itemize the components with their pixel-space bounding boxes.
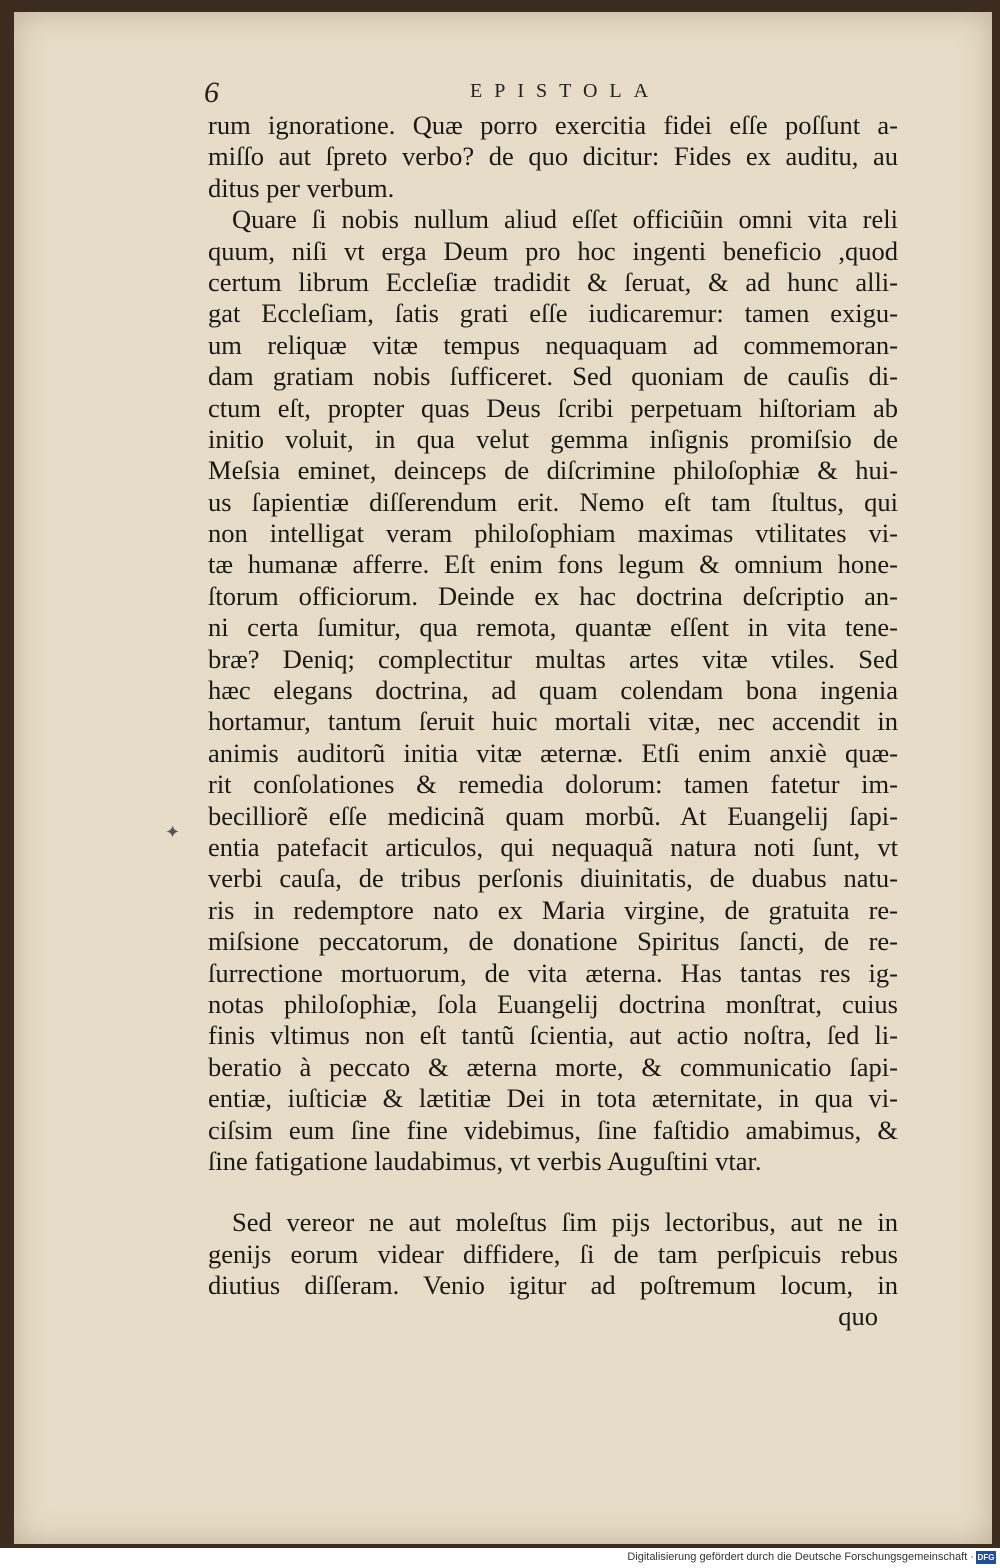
body-text — [208, 110, 898, 1333]
text-line: ditus per verbum. — [208, 172, 395, 203]
text-line: hortamur, tantum ſeruit huic mortali vitæ, nec accendit in — [208, 706, 898, 737]
catchword: quo — [838, 1301, 878, 1332]
text-line: miſsione peccatorum, de donatione Spiritus ſancti, de re- — [208, 926, 898, 957]
text-line: bræ? Deniq; complectitur multas artes vitæ vtiles. Sed — [208, 643, 898, 674]
text-line: entia patefacit articulos, qui nequaquã natura noti ſunt, vt — [208, 831, 898, 862]
text-line: initio voluit, in qua velut gemma inſignis promiſsio de — [208, 423, 898, 454]
text-line: beratio à peccato & æterna morte, & communicatio ſapi- — [208, 1051, 898, 1082]
footer-credit: Digitalisierung gefördert durch die Deutsche Forschungsgemeinschaft · — [627, 1551, 974, 1563]
paragraph-1 — [208, 110, 898, 204]
text-line: us ſapientiæ diſſerendum erit. Nemo eſt tam ſtultus, qui — [208, 486, 898, 517]
text-line: ciſsim eum ſine fine videbimus, ſine faſtidio amabimus, & — [208, 1114, 898, 1145]
text-line: non intelligat veram philoſophiam maximas vtilitates vi- — [208, 518, 898, 549]
text-line: tæ humanæ afferre. Eſt enim fons legum & omnium hone- — [208, 549, 898, 580]
text-line: entiæ, iuſticiæ & lætitiæ Dei in tota æternitate, in qua vi- — [208, 1083, 898, 1114]
text-line: Quare ſi nobis nullum aliud eſſet officiũin omni vita reli — [232, 204, 898, 235]
text-line: becilliorẽ eſſe medicinã quam morbũ. At Euangelij ſapi- — [208, 800, 898, 831]
text-line: gat Eccleſiam, ſatis grati eſſe iudicaremur: tamen exigu- — [208, 298, 898, 329]
text-line: genijs eorum videar diffidere, ſi de tam perſpicuis rebus — [208, 1238, 898, 1269]
text-line: certum librum Eccleſiæ tradidit & ſeruat, & ad hunc alli- — [208, 266, 898, 297]
text-line: finis vltimus non eſt tantũ ſcientia, aut actio noſtra, ſed li- — [208, 1020, 898, 1051]
text-line: rum ignoratione. Quæ porro exercitia fidei eſſe poſſunt a- — [208, 110, 898, 140]
text-line: quum, niſi vt erga Deum pro hoc ingenti beneficio ,quod — [208, 235, 898, 266]
text-line: um reliquæ vitæ tempus nequaquam ad commemoran- — [208, 329, 898, 360]
text-line: ſtorum officiorum. Deinde ex hac doctrina deſcriptio an- — [208, 580, 898, 611]
running-head: EPISTOLA — [470, 80, 661, 102]
margin-mark: ✦ — [165, 822, 181, 842]
text-line: Meſsia eminet, deinceps de diſcrimine philoſophiæ & hui- — [208, 455, 898, 486]
text-line: ni certa ſumitur, qua remota, quantæ eſſent in vita tene- — [208, 612, 898, 643]
text-line: diutius diſſeram. Venio igitur ad poſtremum locum, in — [208, 1270, 898, 1301]
page-number: 6 — [204, 76, 219, 109]
text-line: ris in redemptore nato ex Maria virgine, de gratuita re- — [208, 894, 898, 925]
text-line: ctum eſt, propter quas Deus ſcribi perpetuam hiſtoriam ab — [208, 392, 898, 423]
text-line: Sed vereor ne aut moleſtus ſim pijs lectoribus, aut ne in — [232, 1207, 898, 1238]
text-line: notas philoſophiæ, ſola Euangelij doctrina monſtrat, cuius — [208, 988, 898, 1019]
text-line: animis auditorũ initia vitæ æternæ. Etſi enim anxiè quæ- — [208, 737, 898, 768]
text-line: miſſo aut ſpreto verbo? de quo dicitur: Fides ex auditu, au — [208, 141, 898, 172]
paragraph-3 — [208, 1207, 898, 1301]
text-line: verbi cauſa, de tribus perſonis diuinitatis, de duabus natu- — [208, 863, 898, 894]
text-line: dam gratiam nobis ſufficeret. Sed quoniam de cauſis di- — [208, 361, 898, 392]
paragraph-2 — [208, 204, 898, 1177]
text-line: ſine fatigatione laudabimus, vt verbis Auguſtini vtar. — [208, 1145, 762, 1176]
paragraph-gap — [208, 1177, 898, 1207]
text-line: ſurrectione mortuorum, de vita æterna. Has tantas res ig- — [208, 957, 898, 988]
dfg-logo: DFG — [977, 1553, 995, 1562]
text-line: hæc elegans doctrina, ad quam colendam bona ingenia — [208, 675, 898, 706]
text-line: rit conſolationes & remedia dolorum: tamen fatetur im- — [208, 769, 898, 800]
